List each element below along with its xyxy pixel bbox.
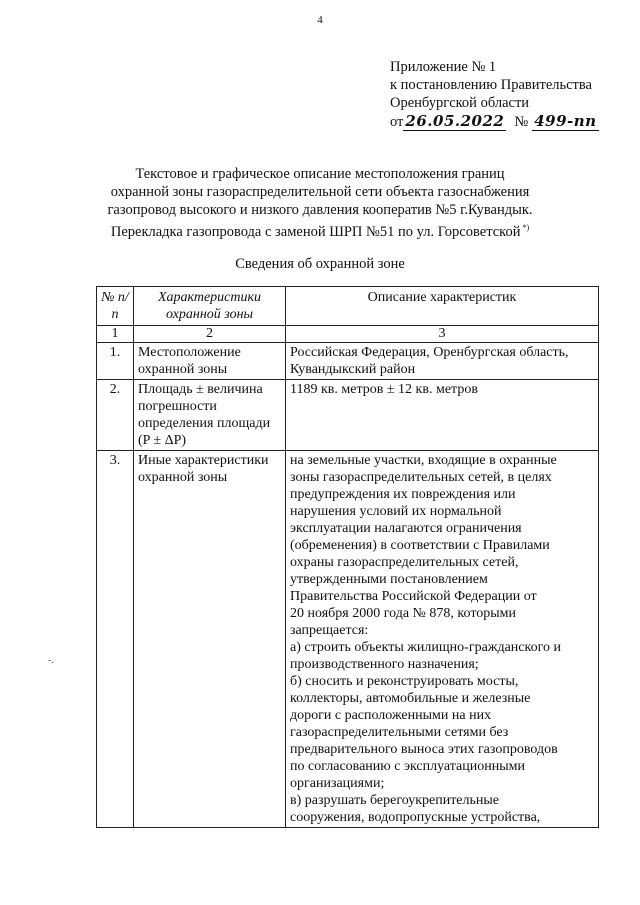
row-index: 3. <box>97 451 134 828</box>
table-row <box>97 451 599 828</box>
row-index: 2. <box>97 380 134 451</box>
desc-line: зоны газораспределительных сетей, в целях <box>290 470 552 485</box>
desc-line: дороги с расположенными на них <box>290 708 492 723</box>
row-index: 1. <box>97 343 134 380</box>
column-number-2: 2 <box>134 326 286 343</box>
title-line-2: охранной зоны газораспределительной сети объекта газоснабжения <box>110 184 530 200</box>
desc-line: 20 ноября 2000 года № 878, которыми <box>290 606 517 621</box>
table-column-numbers-row <box>97 326 599 343</box>
desc-line: (обременения) в соответствии с Правилами <box>290 538 550 553</box>
desc-line: Правительства Российской Федерации от <box>290 589 537 604</box>
row-characteristic: Площадь ± величина погрешности определения площади (P ± ΔP) <box>134 380 286 451</box>
desc-line: производственного назначения; <box>290 657 479 672</box>
table-row <box>97 343 599 380</box>
row-description: 1189 кв. метров ± 12 кв. метров <box>286 380 599 451</box>
footnote-mark: *) <box>522 223 530 232</box>
desc-line: запрещается: <box>290 623 369 638</box>
title-line-4 <box>0 219 640 241</box>
table-row <box>97 380 599 451</box>
desc-line: коллекторы, автомобильные и железные <box>290 691 531 706</box>
desc-line: эксплуатации налагаются ограничения <box>290 521 522 536</box>
date-prefix: от <box>390 114 404 130</box>
document-title <box>0 165 640 241</box>
header-index: № п/п <box>97 287 134 326</box>
appendix-date-number <box>390 112 599 131</box>
appendix-line-1: Приложение № 1 <box>390 59 497 75</box>
desc-line: газораспределительными сетями без <box>290 725 509 740</box>
zone-info-table <box>96 286 599 828</box>
section-title: Сведения об охранной зоне <box>235 256 405 272</box>
row-characteristic: Местоположение охранной зоны <box>134 343 286 380</box>
appendix-block <box>390 58 599 131</box>
appendix-line-3: Оренбургской области <box>390 95 530 111</box>
appendix-line-2: к постановлению Правительства <box>390 77 592 93</box>
desc-line: охраны газораспределительных сетей, <box>290 555 519 570</box>
desc-line: сооружения, водопропускные устройства, <box>290 810 541 825</box>
desc-line: нарушения условий их нормальной <box>290 504 502 519</box>
row-characteristic: Иные характеристики охранной зоны <box>134 451 286 828</box>
desc-line: в) разрушать берегоукрепительные <box>290 793 500 808</box>
column-number-1: 1 <box>97 326 134 343</box>
desc-line: а) строить объекты жилищно-гражданского и <box>290 640 561 655</box>
row-description <box>286 451 599 828</box>
desc-line: б) сносить и реконструировать мосты, <box>290 674 519 689</box>
row-description: Российская Федерация, Оренбургская область, Кувандыкский район <box>286 343 599 380</box>
margin-mark: -. <box>48 655 54 666</box>
column-number-3: 3 <box>286 326 599 343</box>
handwritten-number: 499-пп <box>534 112 597 130</box>
desc-line: утвержденными постановлением <box>290 572 488 587</box>
desc-line: организациями; <box>290 776 385 791</box>
page-number: 4 <box>317 14 323 26</box>
desc-line: по согласованию с эксплуатационными <box>290 759 525 774</box>
title-line-4-text: Перекладка газопровода с заменой ШРП №51 по ул. Горсоветской <box>110 224 521 240</box>
title-line-3: газопровод высокого и низкого давления кооператив №5 г.Кувандык. <box>107 202 533 218</box>
table-header-row <box>97 287 599 326</box>
header-description: Описание характеристик <box>286 287 599 326</box>
desc-line: на земельные участки, входящие в охранные <box>290 453 557 468</box>
title-line-1: Текстовое и графическое описание местоположения границ <box>135 166 505 182</box>
number-label: № <box>514 114 529 130</box>
desc-line: предупреждения их повреждения или <box>290 487 516 502</box>
desc-line: предварительного выноса этих газопроводов <box>290 742 558 757</box>
header-characteristic: Характеристики охранной зоны <box>134 287 286 326</box>
handwritten-date: 26.05.2022 <box>405 112 505 130</box>
